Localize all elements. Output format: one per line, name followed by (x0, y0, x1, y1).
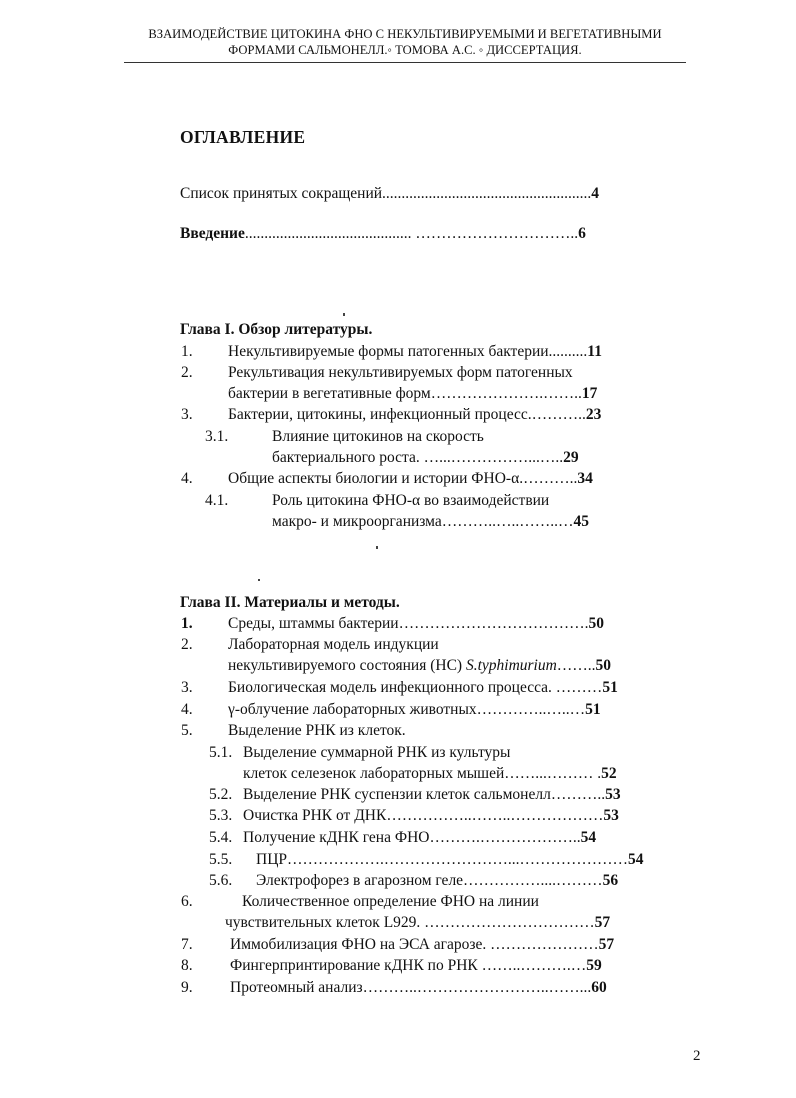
toc-entry-text: Электрофорез в агарозном геле……………....……… (256, 872, 603, 889)
toc-entry-text: Лабораторная модель индукции (228, 636, 439, 653)
toc-page-number: 54 (580, 829, 597, 846)
toc-entry-text: Протеомный анализ………..……………………..……... (230, 979, 592, 996)
toc-entry-text: Роль цитокина ФНО-α во взаимодействии (272, 492, 550, 509)
toc-entry-label: Список принятых сокращений (180, 185, 383, 202)
toc-entry-number: 3. (181, 406, 193, 423)
toc-entry-text: клеток селезенок лабораторных мышей……...……… . (243, 765, 602, 782)
toc-page-number: 56 (602, 872, 619, 889)
toc-entry-text: чувствительных клеток L929. …………………………… (225, 914, 595, 931)
toc-entry-text: макро- и микроорганизма………..…..……..… (272, 513, 574, 530)
toc-entry-text: бактериального роста. …...……………...….. (272, 449, 564, 466)
toc-leader: ...................................................... (382, 185, 592, 202)
toc-entry-number: 5.3. (209, 807, 233, 824)
toc-entry-number: 5.1. (209, 744, 233, 761)
toc-page-number: 4 (591, 185, 600, 202)
toc-entry-number: 7. (181, 936, 193, 953)
toc-entry-number: 5. (181, 722, 193, 739)
toc-page-number: 60 (591, 979, 607, 996)
header-line-2: ФОРМАМИ САЛЬМОНЕЛЛ.◦ ТОМОВА А.С. ◦ ДИССЕРТАЦИЯ. (228, 43, 582, 57)
toc-entry-number: 1. (181, 343, 193, 360)
scan-speck (258, 579, 260, 581)
toc-page-number: 34 (577, 470, 593, 487)
toc-page-number: 53 (605, 786, 621, 803)
page-number: 2 (693, 1048, 701, 1064)
toc-entry-text: Выделение РНК суспензии клеток сальмонелл……….. (243, 786, 606, 803)
toc-page-number: 53 (603, 807, 619, 824)
toc-entry-text: Количественное определение ФНО на линии (242, 893, 539, 910)
toc-page-number: 51 (585, 701, 601, 718)
toc-page-number: 52 (601, 765, 617, 782)
header-rule (124, 62, 686, 63)
toc-entry-text: ПЦР……………….……………………...………………… (256, 851, 629, 868)
toc-leader: ........................................... ………………………….. (244, 225, 579, 242)
toc-entry-number: 1. (181, 615, 193, 632)
toc-page-number: 50 (595, 657, 612, 674)
toc-leader: …….. (556, 657, 596, 674)
toc-entry-number: 5.6. (209, 872, 233, 889)
toc-entry-number: 4.1. (205, 492, 229, 509)
toc-entry-number: 4. (181, 701, 193, 718)
toc-entry-number: 4. (181, 470, 193, 487)
toc-entry-introduction[interactable] (180, 225, 586, 243)
toc-entry-number: 3.1. (205, 428, 229, 445)
toc-entry-text: Выделение суммарной РНК из культуры (243, 744, 511, 761)
toc-entry-text: некультивируемого состояния (НС) (228, 657, 466, 674)
toc-entry-text: Общие аспекты биологии и истории ФНО-α.……….. (228, 470, 578, 487)
toc-entry-text: Выделение РНК из клеток. (228, 722, 406, 739)
toc-entry-number: 3. (181, 679, 193, 696)
toc-entry-text: γ-облучение лабораторных животных…………..…..… (228, 701, 586, 718)
toc-entry-number: 5.2. (209, 786, 233, 803)
toc-entry-text: Бактерии, цитокины, инфекционный процесс.……….. (228, 406, 586, 423)
toc-page-number: 50 (588, 615, 604, 632)
scan-speck (376, 546, 378, 549)
page-title: ОГЛАВЛЕНИЕ (180, 127, 306, 147)
toc-entry-number: 5.5. (209, 851, 233, 868)
toc-page-number: 57 (598, 936, 615, 953)
toc-page-number: 6 (578, 225, 586, 242)
toc-entry-number: 6. (181, 893, 193, 910)
toc-page-number: 11 (587, 343, 602, 360)
toc-entry-text: Получение кДНК гена ФНО……….……………….. (243, 829, 581, 846)
chapter-2-heading: Глава II. Материалы и методы. (180, 594, 400, 611)
toc-entry-text: Биологическая модель инфекционного процесса. ……… (228, 679, 603, 696)
toc-entry-text: Очистка РНК от ДНК……………..……..……………… (243, 807, 604, 824)
toc-entry-text: бактерии в вегетативные форм………………….…….. (228, 385, 582, 402)
toc-entry-number: 2. (181, 636, 193, 653)
toc-entry-species: S.typhimurium (465, 657, 557, 674)
toc-entry-abbreviations[interactable] (180, 185, 599, 203)
toc-entry-number: 2. (181, 364, 193, 381)
toc-page-number: 51 (602, 679, 618, 696)
toc-entry-number: 9. (181, 979, 193, 996)
header-line-1: ВЗАИМОДЕЙСТВИЕ ЦИТОКИНА ФНО С НЕКУЛЬТИВИРУЕМЫМИ И ВЕГЕТАТИВНЫМИ (148, 27, 662, 41)
scan-speck (343, 313, 345, 316)
toc-entry-text: Среды, штаммы бактерии………………………………. (228, 615, 589, 632)
toc-page-number: 17 (581, 385, 598, 402)
toc-entry-text: Рекультивация некультивируемых форм патогенных (228, 364, 573, 381)
toc-page-number: 59 (586, 957, 602, 974)
toc-entry-number: 8. (181, 957, 193, 974)
toc-entry-text: Иммобилизация ФНО на ЭСА агарозе. ………………… (230, 936, 599, 953)
toc-entry-number: 5.4. (209, 829, 233, 846)
toc-page-number: 54 (628, 851, 644, 868)
toc-page-number: 45 (573, 513, 590, 530)
toc-entry-text: Фингерпринтирование кДНК по РНК ……..……….… (230, 957, 587, 974)
toc-page-number: 23 (585, 406, 602, 423)
toc-page-number: 57 (594, 914, 611, 931)
toc-entry-label: Введение (180, 225, 245, 242)
toc-entry-text: Некультивируемые формы патогенных бактерии.......... (228, 343, 588, 360)
chapter-1-heading: Глава I. Обзор литературы. (180, 321, 373, 338)
running-header (120, 26, 690, 58)
toc-page-number: 29 (563, 449, 579, 466)
toc-entry-text: Влияние цитокинов на скорость (272, 428, 484, 445)
